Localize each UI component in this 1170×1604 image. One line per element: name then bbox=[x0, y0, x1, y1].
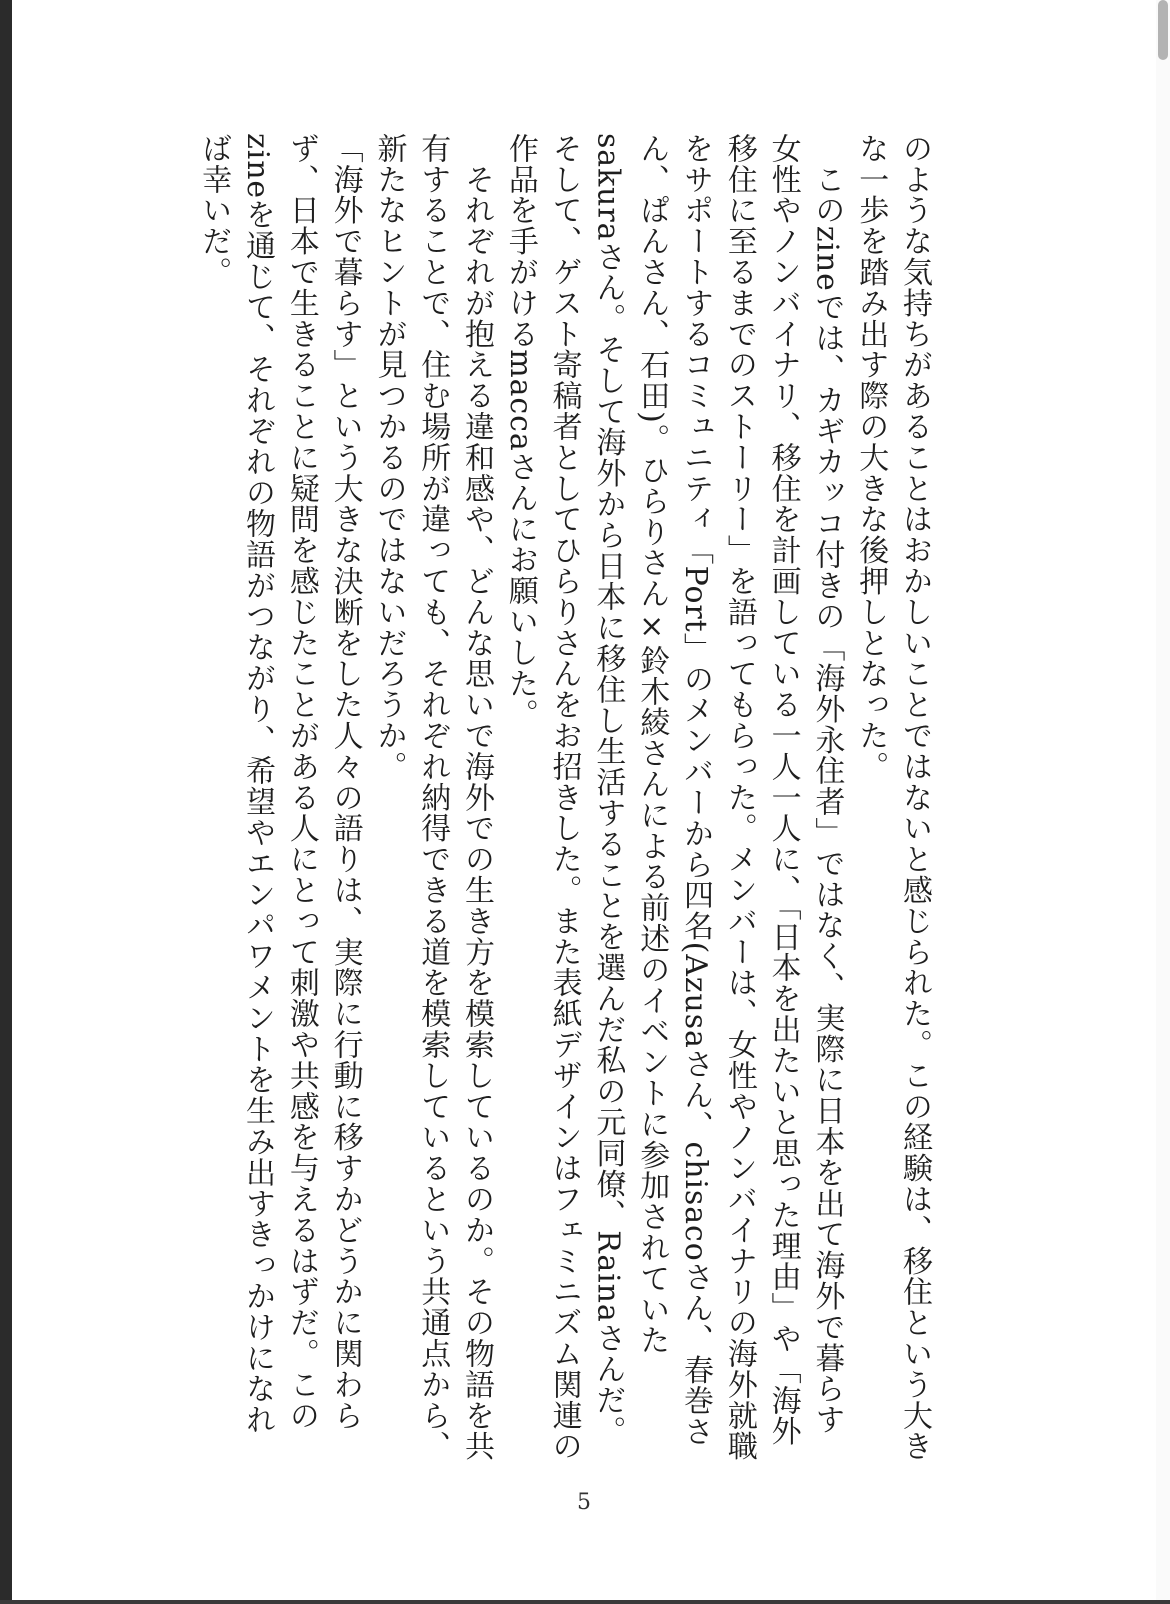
paragraph: 「海外で暮らす」という大きな決断をした人々の語りは、実際に行動に移すかどうかに関わらず、日本で生きることに疑問を感じたことがある人にとって刺激や共感を与えるはずだ。このzineを通じて、それぞれの物語がつながり、希望やエンパワメントを生み出すきっかけになれば幸いだ。 bbox=[196, 133, 363, 1436]
viewer-bottom-edge bbox=[0, 1600, 1170, 1604]
scrollbar-track[interactable] bbox=[1156, 0, 1170, 1604]
document-page[interactable] bbox=[12, 0, 1156, 1600]
viewer-left-edge bbox=[0, 0, 12, 1604]
scrollbar-thumb[interactable] bbox=[1158, 0, 1168, 60]
paragraph: それぞれが抱える違和感や、どんな思いで海外での生き方を模索しているのか。その物語を共有することで、住む場所が違っても、それぞれ納得できる道を模索しているという共通点から、新たなヒントが見つかるのではないだろうか。 bbox=[371, 133, 495, 1462]
page-number: 5 bbox=[577, 1490, 591, 1515]
vertical-text-body bbox=[191, 133, 936, 1463]
paragraph: のような気持ちがあることはおかしいことではないと感じられた。この経験は、移住という大きな一歩を踏み出す際の大きな後押しとなった。 bbox=[853, 133, 932, 1462]
paragraph: このzineでは、カギカッコ付きの「海外永住者」ではなく、実際に日本を出て海外で暮らす女性やノンバイナリ、移住を計画している一人一人に、「日本を出たいと思った理由」や「海外移住に至るまでのストーリー」を語ってもらった。メンバーは、女性やノンバイナリの海外就職をサポートするコミュニティ「Port」のメンバーから四名(Azusaさん、chisacoさん、春巻さん、ぱんさん、石田)。ひらりさん×鈴木綾さんによる前述のイベントに参加されていたsakuraさん。そして海外から日本に移住し生活することを選んだ私の元同僚、Rainaさんだ。そして、ゲスト寄稿者としてひらりさんをお招きした。また表紙デザインはフェミニズム関連の作品を手がけるmaccaさんにお願いした。 bbox=[502, 133, 845, 1462]
